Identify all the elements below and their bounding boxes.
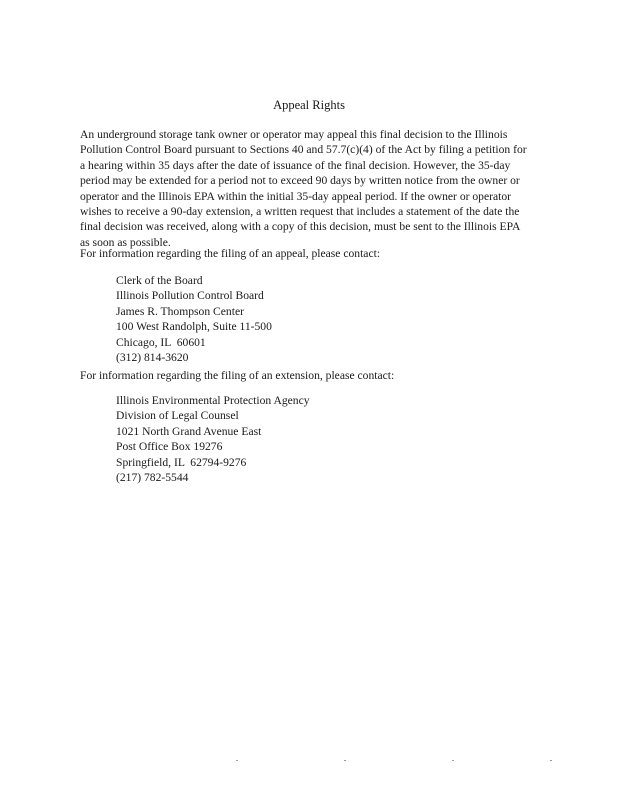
appeal-contact-address: [116, 273, 272, 365]
paragraph-line: operator and the Illinois EPA within the initial 35-day appeal period. If the owner or operator: [80, 189, 512, 203]
page-title: Appeal Rights: [273, 98, 345, 112]
scan-speck: [550, 760, 552, 761]
address-line: James R. Thompson Center: [116, 304, 244, 318]
paragraph-line: For information regarding the filing of an appeal, please contact:: [80, 247, 381, 260]
phone-number: (217) 782-5544: [116, 471, 189, 485]
address-line: Springfield, IL 62794-9276: [116, 455, 247, 469]
scan-speck: [236, 760, 238, 761]
address-line: Clerk of the Board: [116, 274, 203, 287]
phone-number: (312) 814-3620: [116, 351, 189, 365]
appeal-rights-paragraph: [80, 127, 540, 250]
address-line: Illinois Environmental Protection Agency: [116, 394, 310, 407]
address-line: 100 West Randolph, Suite 11-500: [116, 320, 272, 334]
extension-contact-intro: [80, 368, 540, 383]
paragraph-line: a hearing within 35 days after the date of issuance of the final decision. However, the 35-day: [80, 158, 511, 172]
address-line: 1021 North Grand Avenue East: [116, 424, 262, 438]
address-line: Division of Legal Counsel: [116, 409, 239, 423]
scan-speck: [344, 760, 346, 761]
paragraph-line: For information regarding the filing of an extension, please contact:: [80, 369, 395, 382]
address-line: Illinois Pollution Control Board: [116, 289, 264, 303]
paragraph-line: final decision was received, along with a copy of this decision, must be sent to the Illinois EPA: [80, 220, 521, 234]
address-line: Chicago, IL 60601: [116, 335, 206, 349]
scan-speck: [452, 760, 454, 761]
extension-contact-address: [116, 393, 310, 485]
paragraph-line: as soon as possible.: [80, 235, 171, 249]
scan-artifacts: [0, 756, 618, 766]
paragraph-line: wishes to receive a 90-day extension, a written request that includes a statement of the date the: [80, 205, 520, 219]
address-line: Post Office Box 19276: [116, 440, 223, 454]
paragraph-line: Pollution Control Board pursuant to Sections 40 and 57.7(c)(4) of the Act by filing a petition for: [80, 143, 527, 157]
appeal-contact-intro: [80, 246, 540, 261]
paragraph-line: An underground storage tank owner or operator may appeal this final decision to the Illinois: [80, 128, 508, 141]
paragraph-line: period may be extended for a period not to exceed 90 days by written notice from the owner or: [80, 174, 520, 188]
